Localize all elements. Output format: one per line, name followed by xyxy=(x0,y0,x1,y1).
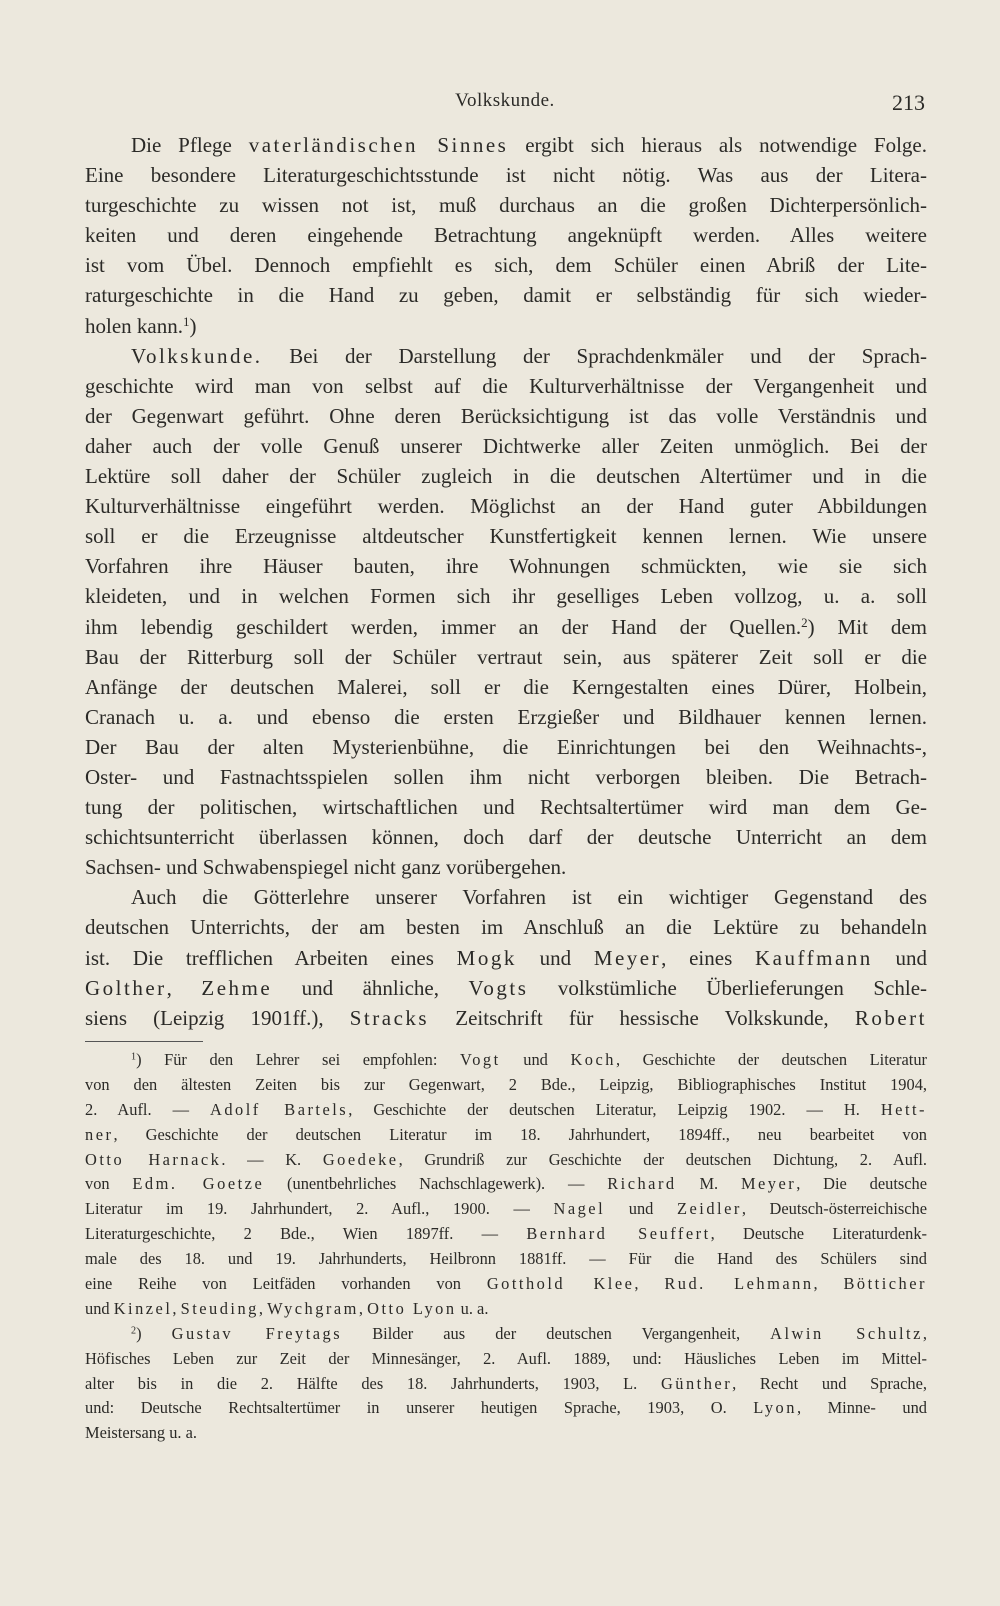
page-number: 213 xyxy=(892,90,925,115)
footnote-line: von Edm. Goetze (unentbehrliches Nachschlagewerk). — Richard M. Meyer, Die deutsche xyxy=(85,1174,927,1194)
running-header xyxy=(85,90,925,120)
body-text-line: Volkskunde. Bei der Darstellung der Sprachdenkmäler und der Sprach- xyxy=(131,343,927,368)
main-text xyxy=(85,130,927,1033)
body-text-line: Lektüre soll daher der Schüler zugleich in die deutschen Altertümer und in die xyxy=(85,464,927,489)
body-text-line: Kulturverhältnisse eingeführt werden. Möglichst an der Hand guter Abbildungen xyxy=(85,494,927,519)
body-text-line: daher auch der volle Genuß unserer Dichtwerke aller Zeiten unmöglich. Bei der xyxy=(85,433,927,458)
body-text-line: deutschen Unterrichts, der am besten im Anschluß an die Lektüre zu behandeln xyxy=(85,915,927,940)
body-text-line: Cranach u. a. und ebenso die ersten Erzgießer und Bildhauer kennen lernen. xyxy=(85,704,927,729)
body-text-line: Golther, Zehme und ähnliche, Vogts volkstümliche Überlieferungen Schle- xyxy=(85,975,927,1000)
body-text-line: holen kann.$^1$) xyxy=(85,313,197,338)
body-text-line: Sachsen- und Schwabenspiegel nicht ganz vorübergehen. xyxy=(85,855,567,880)
footnote-line: Literatur im 19. Jahrhundert, 2. Aufl., 1900. — Nagel und Zeidler, Deutsch-österreichische xyxy=(85,1199,927,1219)
footnotes xyxy=(85,1048,927,1446)
footnote-line: von den ältesten Zeiten bis zur Gegenwart, 2 Bde., Leipzig, Bibliographisches Institut 1904, xyxy=(85,1074,927,1094)
footnote-line: alter bis in die 2. Hälfte des 18. Jahrhunderts, 1903, L. Günther, Recht und Sprache, xyxy=(85,1373,927,1393)
body-text-line: kleideten, und in welchen Formen sich ihr geselliges Leben vollzog, u. a. soll xyxy=(85,584,927,609)
footnote-line: eine Reihe von Leitfäden vorhanden von Gotthold Klee, Rud. Lehmann, Bötticher xyxy=(85,1274,927,1294)
body-text-line: Der Bau der alten Mysterienbühne, die Einrichtungen bei den Weihnachts-, xyxy=(85,734,927,759)
body-text-line: keiten und deren eingehende Betrachtung angeknüpft werden. Alles weitere xyxy=(85,223,927,248)
body-text-line: Die Pflege vaterländischen Sinnes ergibt sich hieraus als notwendige Folge. xyxy=(131,133,927,157)
body-text-line: der Gegenwart geführt. Ohne deren Berücksichtigung ist das volle Verständnis und xyxy=(85,403,927,428)
body-text-line: soll er die Erzeugnisse altdeutscher Kunstfertigkeit kennen lernen. Wie unsere xyxy=(85,524,927,549)
body-text-line: ist vom Übel. Dennoch empfiehlt es sich, dem Schüler einen Abriß der Lite- xyxy=(85,253,927,278)
footnote-rule xyxy=(85,1041,203,1042)
body-text-line: tung der politischen, wirtschaftlichen und Rechtsaltertümer wird man dem Ge- xyxy=(85,795,927,820)
body-text-line: Auch die Götterlehre unserer Vorfahren ist ein wichtiger Gegenstand des xyxy=(131,885,927,910)
body-text-line: ihm lebendig geschildert werden, immer an der Hand der Quellen.$^2$) Mit dem xyxy=(85,614,927,639)
footnote-line: 2. Aufl. — Adolf Bartels, Geschichte der deutschen Literatur, Leipzig 1902. — H. Hett- xyxy=(85,1099,927,1119)
body-text-line: geschichte wird man von selbst auf die Kulturverhältnisse der Vergangenheit und xyxy=(85,373,927,398)
footnote-line: und: Deutsche Rechtsaltertümer in unserer heutigen Sprache, 1903, O. Lyon, Minne- und xyxy=(85,1398,927,1418)
footnote-line: und Kinzel, Steuding, Wychgram, Otto Lyon u. a. xyxy=(85,1298,489,1318)
footnote-line: $^1$) Für den Lehrer sei empfohlen: Vogt und Koch, Geschichte der deutschen Literatur xyxy=(131,1050,927,1069)
body-text-line: schichtsunterricht überlassen können, doch darf der deutsche Unterricht an dem xyxy=(85,825,927,850)
body-text-line: Anfänge der deutschen Malerei, soll er die Kerngestalten eines Dürer, Holbein, xyxy=(85,674,927,699)
footnote-line: Höfisches Leben zur Zeit der Minnesänger, 2. Aufl. 1889, und: Häusliches Leben im Mittel- xyxy=(85,1348,927,1368)
footnote-line: Literaturgeschichte, 2 Bde., Wien 1897ff. — Bernhard Seuffert, Deutsche Literaturdenk- xyxy=(85,1224,927,1244)
body-text-line: Eine besondere Literaturgeschichtsstunde ist nicht nötig. Was aus der Litera- xyxy=(85,163,927,188)
footnote-line: ner, Geschichte der deutschen Literatur im 18. Jahrhundert, 1894ff., neu bearbeitet von xyxy=(85,1124,927,1144)
body-text-line: siens (Leipzig 1901ff.), Stracks Zeitschrift für hessische Volkskunde, Robert xyxy=(85,1005,927,1030)
body-text-line: Vorfahren ihre Häuser bauten, ihre Wohnungen schmückten, wie sie sich xyxy=(85,554,927,579)
footnote-line: $^2$) Gustav Freytags Bilder aus der deutschen Vergangenheit, Alwin Schultz, xyxy=(131,1323,927,1343)
body-text-line: turgeschichte zu wissen not ist, muß durchaus an die großen Dichterpersönlich- xyxy=(85,193,927,218)
footnote-line: Meistersang u. a. xyxy=(85,1423,197,1443)
body-text-line: ist. Die trefflichen Arbeiten eines Mogk und Meyer, eines Kauffmann und xyxy=(85,945,927,970)
body-text-line: Bau der Ritterburg soll der Schüler vertraut sein, aus späterer Zeit soll er die xyxy=(85,644,927,669)
footnote-line: male des 18. und 19. Jahrhunderts, Heilbronn 1881ff. — Für die Hand des Schülers sind xyxy=(85,1249,927,1269)
body-text-line: Oster- und Fastnachtsspielen sollen ihm nicht verborgen bleiben. Die Betrach- xyxy=(85,764,927,789)
running-title: Volkskunde. xyxy=(455,90,555,111)
body-text-line: raturgeschichte in die Hand zu geben, damit er selbständig für sich wieder- xyxy=(85,283,927,308)
footnote-line: Otto Harnack. — K. Goedeke, Grundriß zur Geschichte der deutschen Dichtung, 2. Aufl. xyxy=(85,1149,927,1169)
